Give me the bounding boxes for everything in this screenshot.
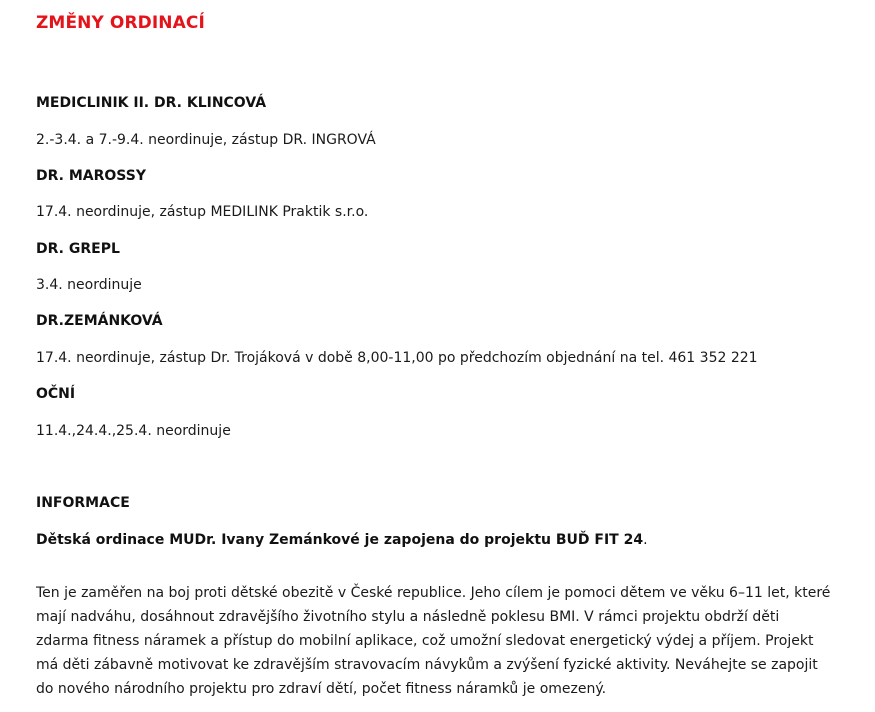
clinic-heading-mediclinik: MEDICLINIK II. DR. KLINCOVÁ (36, 95, 267, 111)
info-heading: INFORMACE (36, 495, 130, 511)
info-lead (36, 532, 648, 548)
clinic-heading-ocni: OČNÍ (36, 386, 76, 402)
clinic-note-marossy: 17.4. neordinuje, zástup MEDILINK Praktik s.r.o. (36, 204, 369, 220)
clinic-note-ocni: 11.4.,24.4.,25.4. neordinuje (36, 423, 231, 439)
clinic-note-zemankova: 17.4. neordinuje, zástup Dr. Trojáková v době 8,00-11,00 po předchozím objednání na tel. 461 352 221 (36, 350, 758, 366)
page-title: ZMĚNY ORDINACÍ (36, 13, 205, 33)
clinic-heading-zemankova: DR.ZEMÁNKOVÁ (36, 313, 163, 329)
clinic-note-mediclinik: 2.-3.4. a 7.-9.4. neordinuje, zástup DR. INGROVÁ (36, 132, 376, 148)
clinic-heading-grepl: DR. GREPL (36, 241, 120, 257)
info-lead-text: Dětská ordinace MUDr. Ivany Zemánkové je zapojena do projektu BUĎ FIT 24 (36, 532, 644, 548)
clinic-note-grepl: 3.4. neordinuje (36, 277, 142, 293)
clinic-heading-marossy: DR. MAROSSY (36, 168, 146, 184)
info-paragraph: Ten je zaměřen na boj proti dětské obezitě v České republice. Jeho cílem je pomoci dětem ve věku 6–11 let, které mají nadváhu, dosáhnout zdravějšího životního stylu a následně poklesu BMI. V rámci projektu obdrží děti zdarma fitness náramek a přístup do mobilní aplikace, což umožní sledovat energetický výdej a příjem. Projekt má děti zábavně motivovat ke zdravějším stravovacím návykům a zvýšení fyzické aktivity. Neváhejte se zapojit do nového národního projektu pro zdraví dětí, počet fitness náramků je omezený. (36, 585, 831, 697)
info-lead-period: . (643, 532, 648, 548)
